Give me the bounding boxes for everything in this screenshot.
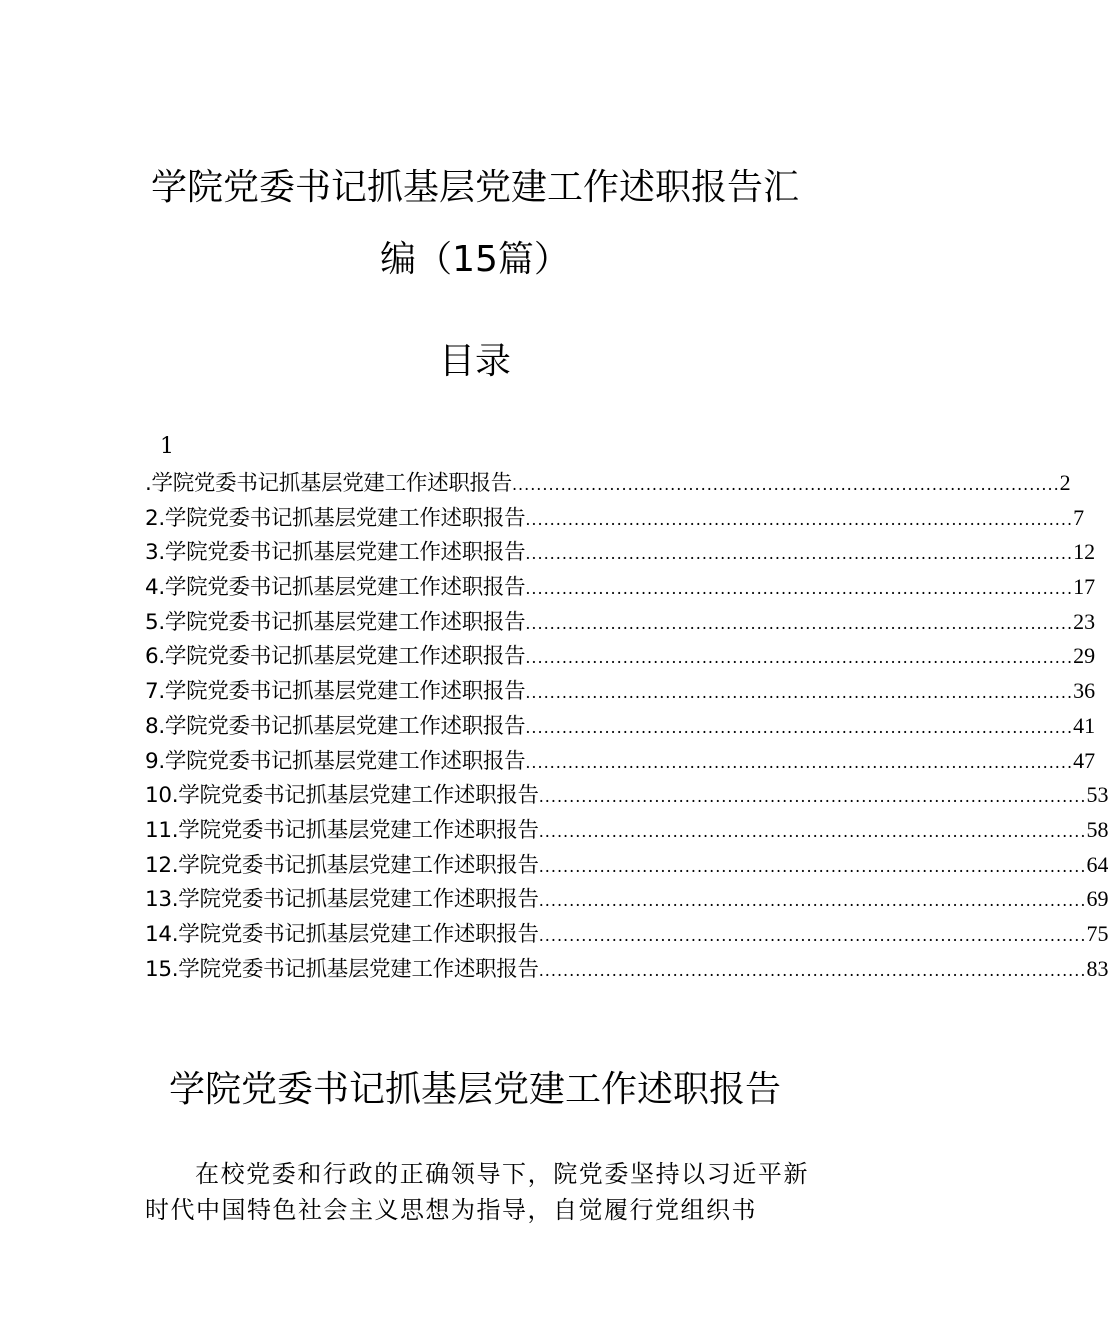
toc-entry-label: 8.学院党委书记抓基层党建工作述职报告	[145, 713, 526, 739]
toc-dot-leader: ..........................................................................................	[538, 891, 1087, 911]
toc-dot-leader: ..........................................................................................	[525, 752, 1074, 772]
toc-dot-leader: ..........................................................................................	[538, 925, 1087, 945]
toc-entry[interactable]	[145, 744, 1096, 779]
toc-entry-page-number: 12	[1073, 539, 1096, 565]
toc-entry[interactable]	[145, 917, 1108, 952]
toc-entry[interactable]	[145, 605, 1096, 640]
toc-entry-label: 14.学院党委书记抓基层党建工作述职报告	[145, 921, 539, 947]
toc-entry-label: 7.学院党委书记抓基层党建工作述职报告	[145, 679, 526, 705]
toc-entry-page-number: 41	[1073, 712, 1096, 738]
toc-entry-label: 15.学院党委书记抓基层党建工作述职报告	[145, 956, 539, 982]
toc-dot-leader: ..........................................................................................	[525, 613, 1074, 633]
toc-dot-leader: ..........................................................................................	[525, 544, 1074, 564]
toc-entry[interactable]	[145, 639, 1096, 674]
toc-entry-page-number: 7	[1073, 504, 1085, 530]
toc-entry[interactable]	[145, 570, 1096, 605]
toc-entry[interactable]	[145, 501, 1085, 536]
toc-dot-leader: ..........................................................................................	[525, 509, 1074, 529]
toc-entry-label: 11.学院党委书记抓基层党建工作述职报告	[145, 817, 539, 843]
toc-entry-label: 2.学院党委书记抓基层党建工作述职报告	[145, 505, 526, 531]
toc-dot-leader: ..........................................................................................	[538, 821, 1087, 841]
toc-dot-leader: ..........................................................................................	[525, 579, 1074, 599]
document-title-line-2: 编（15篇）	[380, 239, 570, 280]
toc-entry-label: 13.学院党委书记抓基层党建工作述职报告	[145, 887, 539, 913]
toc-entry-page-number: 29	[1073, 643, 1096, 669]
toc-entry-page-number: 64	[1086, 851, 1108, 877]
toc-entry-page-number: 69	[1086, 886, 1108, 912]
toc-entry-label: 4.学院党委书记抓基层党建工作述职报告	[145, 575, 526, 601]
toc-dot-leader: ..........................................................................................	[525, 683, 1074, 703]
toc-entry-label: 9.学院党委书记抓基层党建工作述职报告	[145, 748, 526, 774]
toc-entry[interactable]	[145, 778, 1108, 813]
toc-dot-leader: ..........................................................................................	[538, 960, 1087, 980]
toc-entry[interactable]	[145, 535, 1096, 570]
toc-entry-page-number: 23	[1073, 608, 1096, 634]
toc-dot-leader: ..........................................................................................	[538, 856, 1087, 876]
toc-entry-label: 6.学院党委书记抓基层党建工作述职报告	[145, 644, 526, 670]
toc-entry[interactable]	[145, 466, 1071, 501]
toc-entry[interactable]	[145, 952, 1108, 987]
toc-first-entry-number: 1	[160, 434, 174, 459]
toc-entry-label: .学院党委书记抓基层党建工作述职报告	[145, 471, 512, 496]
toc-entry-page-number: 17	[1073, 574, 1096, 600]
toc-entry-page-number: 75	[1086, 920, 1108, 946]
section-title: 学院党委书记抓基层党建工作述职报告	[168, 1069, 781, 1110]
toc-entry-label: 5.学院党委书记抓基层党建工作述职报告	[145, 609, 526, 635]
toc-entry-page-number: 36	[1073, 678, 1096, 704]
body-paragraph: 在校党委和行政的正确领导下，院党委坚持以习近平新时代中国特色社会主义思想为指导，自觉履行党组织书	[145, 1160, 809, 1224]
toc-entry[interactable]	[145, 709, 1096, 744]
toc-entry-page-number: 47	[1073, 747, 1096, 773]
toc-entry-page-number: 83	[1086, 955, 1108, 981]
toc-entry-label: 10.学院党委书记抓基层党建工作述职报告	[145, 783, 539, 809]
toc-entry-page-number: 58	[1086, 816, 1108, 842]
toc-dot-leader: ..........................................................................................	[525, 648, 1074, 668]
toc-dot-leader: ..........................................................................................	[525, 717, 1074, 737]
table-of-contents	[145, 466, 1108, 986]
toc-entry[interactable]	[145, 848, 1108, 883]
toc-entry-page-number: 2	[1059, 470, 1071, 495]
toc-entry-page-number: 53	[1086, 782, 1108, 808]
toc-dot-leader: ..........................................................................................	[538, 787, 1087, 807]
toc-dot-leader: ..........................................................................................	[511, 475, 1060, 494]
document-title-line-1: 学院党委书记抓基层党建工作述职报告汇	[150, 167, 799, 208]
toc-entry[interactable]	[145, 674, 1096, 709]
toc-entry[interactable]	[145, 813, 1108, 848]
toc-entry[interactable]	[145, 882, 1108, 917]
toc-entry-label: 3.学院党委书记抓基层党建工作述职报告	[145, 540, 526, 566]
toc-heading: 目录	[438, 341, 511, 382]
toc-entry-label: 12.学院党委书记抓基层党建工作述职报告	[145, 852, 539, 878]
